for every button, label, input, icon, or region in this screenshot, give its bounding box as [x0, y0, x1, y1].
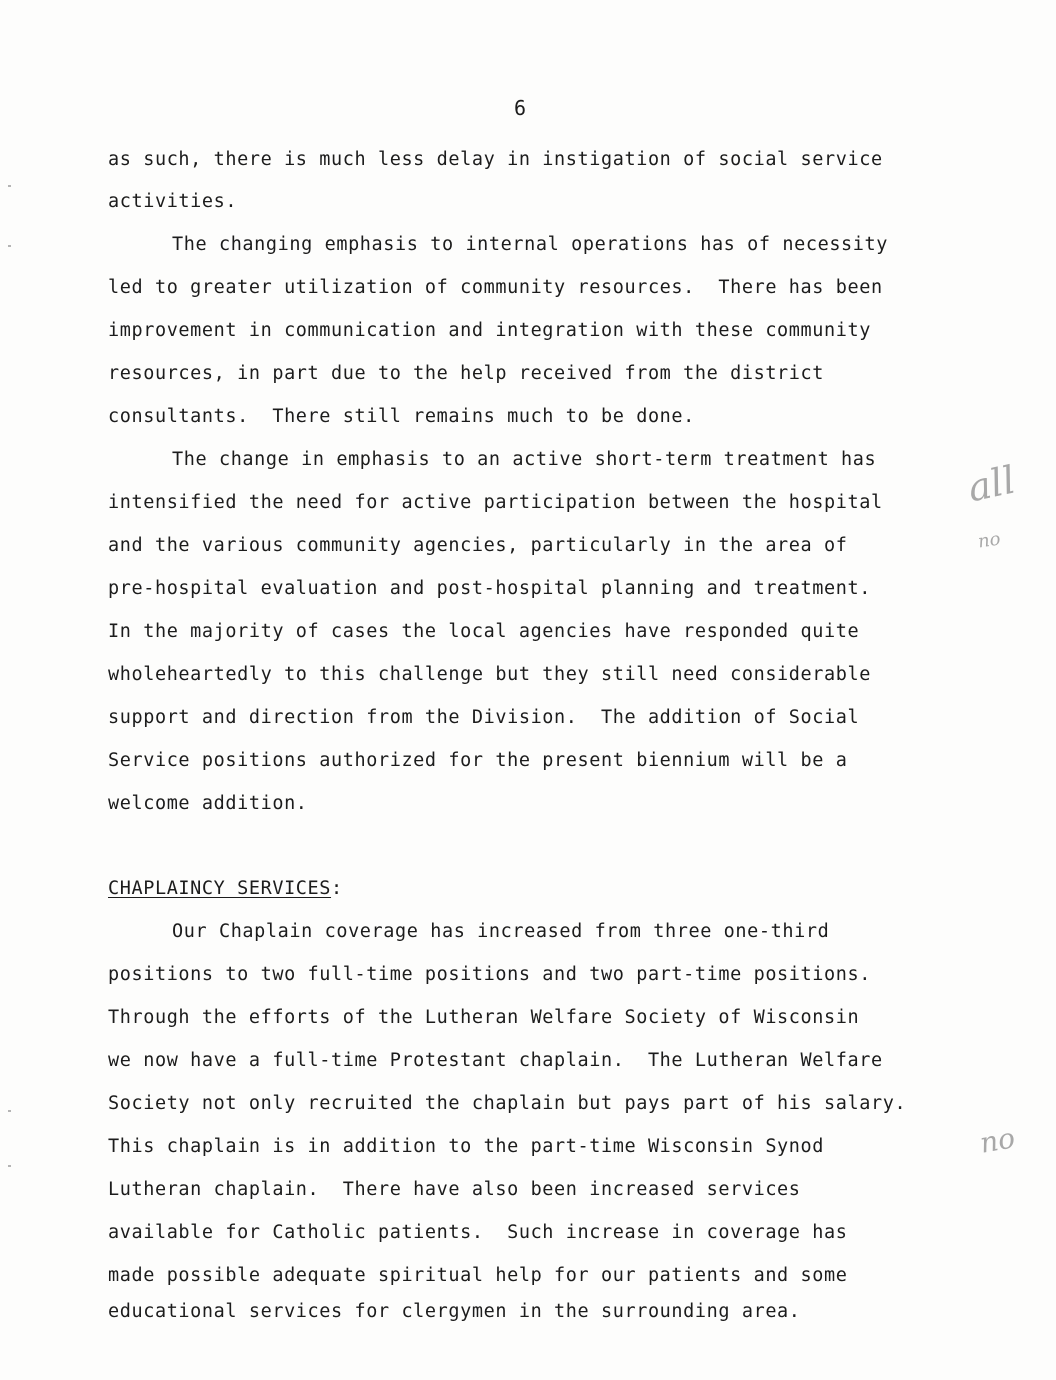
section-heading — [108, 880, 343, 899]
text-line: Through the efforts of the Lutheran Welfare Society of Wisconsin — [108, 1007, 860, 1028]
text-line: available for Catholic patients. Such increase in coverage has — [108, 1222, 848, 1243]
text-line: and the various community agencies, particularly in the area of — [108, 535, 848, 556]
text-line: led to greater utilization of community resources. There has been — [108, 277, 883, 298]
text-line: intensified the need for active participation between the hospital — [108, 492, 883, 513]
text-line: Lutheran chaplain. There have also been increased services — [108, 1179, 801, 1200]
text-line: Service positions authorized for the present biennium will be a — [108, 750, 848, 771]
text-line: positions to two full-time positions and two part-time positions. — [108, 964, 871, 985]
text-line: improvement in communication and integration with these community — [108, 320, 871, 341]
text-line: Our Chaplain coverage has increased from three one-third — [172, 921, 830, 942]
text-line: welcome addition. — [108, 793, 308, 814]
margin-note-all: all — [963, 457, 1020, 511]
scan-speck — [8, 1165, 11, 1167]
text-line: educational services for clergymen in the surrounding area. — [108, 1301, 801, 1322]
text-line: The change in emphasis to an active short-term treatment has — [172, 449, 877, 470]
margin-note-no: no — [977, 1121, 1018, 1160]
margin-note-no: no — [976, 528, 1002, 553]
text-line: The changing emphasis to internal operations has of necessity — [172, 234, 889, 255]
text-line: made possible adequate spiritual help for our patients and some — [108, 1265, 848, 1286]
text-line: activities. — [108, 191, 238, 212]
scan-speck — [8, 245, 11, 247]
text-line: pre-hospital evaluation and post-hospital planning and treatment. — [108, 578, 871, 599]
page-number: 6 — [513, 96, 527, 120]
section-heading-colon: : — [331, 878, 343, 899]
text-line: resources, in part due to the help received from the district — [108, 363, 825, 384]
text-line: we now have a full-time Protestant chaplain. The Lutheran Welfare — [108, 1050, 883, 1071]
text-line: In the majority of cases the local agencies have responded quite — [108, 621, 860, 642]
text-line: support and direction from the Division. The addition of Social — [108, 707, 860, 728]
text-line: consultants. There still remains much to be done. — [108, 406, 695, 427]
text-line: as such, there is much less delay in instigation of social service — [108, 149, 883, 170]
text-line: wholeheartedly to this challenge but they still need considerable — [108, 664, 871, 685]
section-heading-text: CHAPLAINCY SERVICES — [108, 878, 332, 899]
scan-speck — [8, 1110, 11, 1112]
text-line: Society not only recruited the chaplain but pays part of his salary. — [108, 1093, 907, 1114]
text-line: This chaplain is in addition to the part-time Wisconsin Synod — [108, 1136, 825, 1157]
scan-speck — [8, 185, 11, 187]
